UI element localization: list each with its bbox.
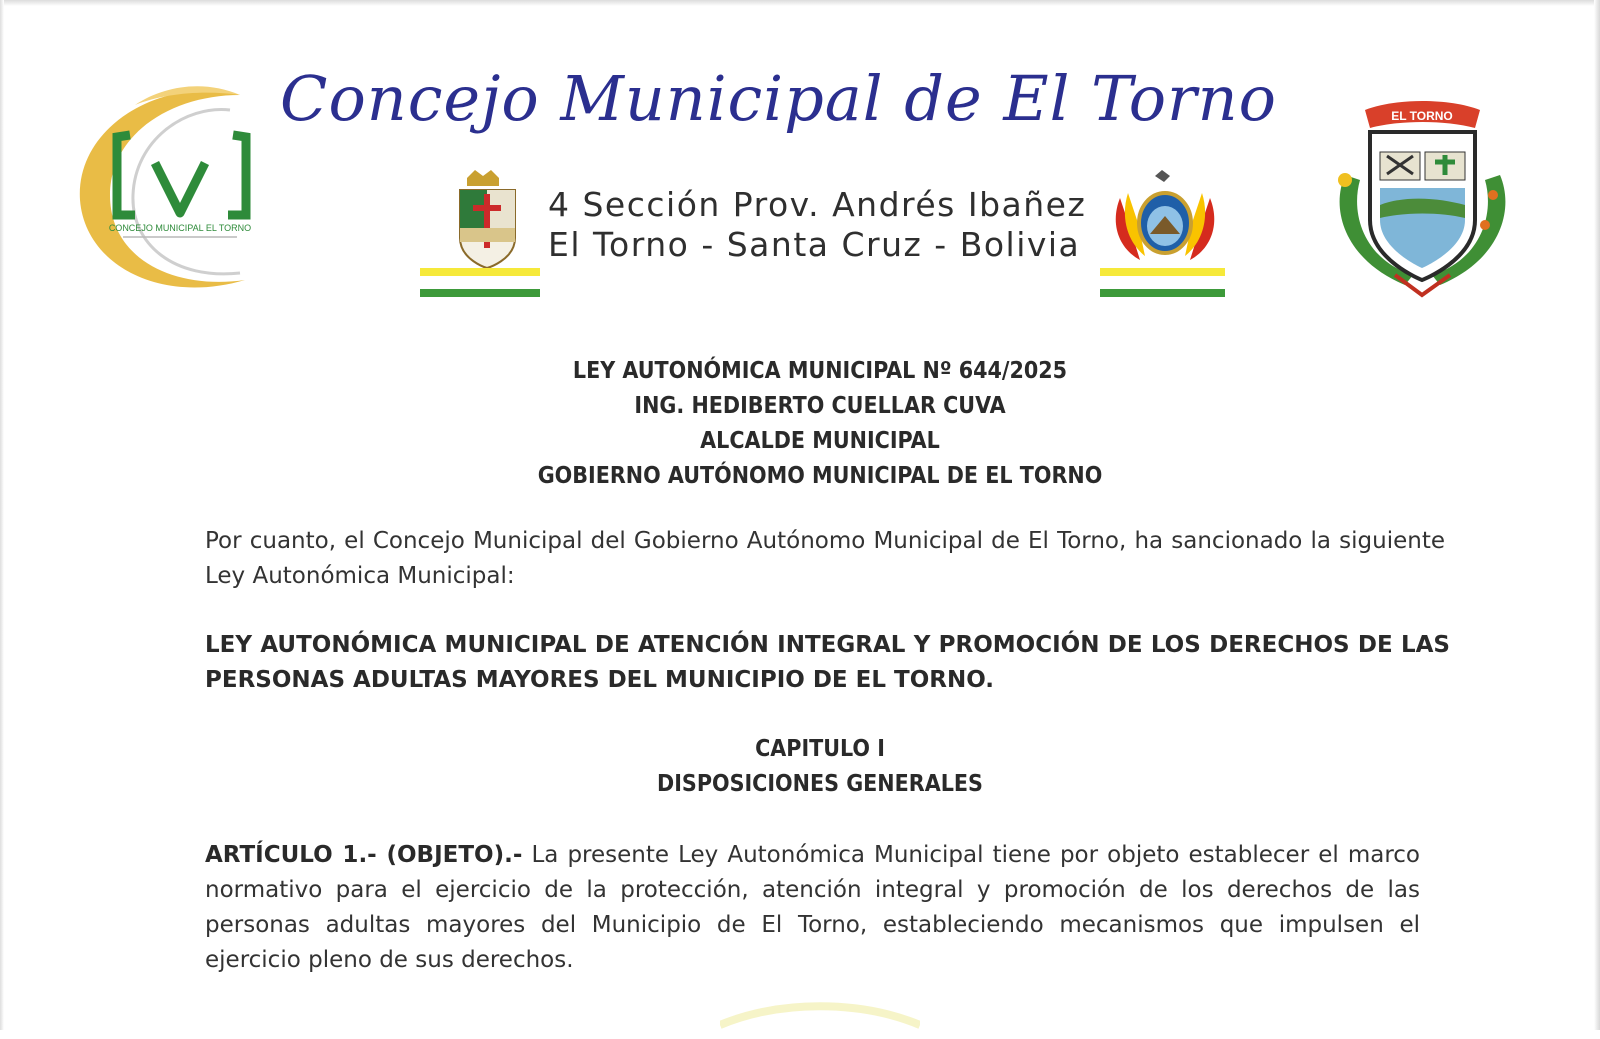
article-1-text: La presente Ley Autonómica Municipal tiene por objeto establecer el marco normativo para el ejercicio de la protección, atención integral y promoción de los derechos de las personas adultas mayores del Municipio de El Torno, estableciendo mecanismos que impulsen el ejercicio pleno de sus derechos. <box>205 842 1421 973</box>
scan-edge-right <box>1594 0 1600 1030</box>
el-torno-emblem <box>1325 100 1520 300</box>
mayor-name: ING. HEDIBERTO CUELLAR CUVA <box>634 393 1006 419</box>
scan-edge-left <box>0 0 4 1030</box>
chapter-header <box>0 732 1600 802</box>
emblem-banner-text: EL TORNO <box>1391 109 1453 123</box>
subtitle-line-1: 4 Sección Prov. Andrés Ibañez <box>548 185 1087 224</box>
council-title: Concejo Municipal de El Torno <box>280 62 1277 135</box>
government-name: GOBIERNO AUTÓNOMO MUNICIPAL DE EL TORNO <box>537 463 1103 489</box>
scan-edge-top <box>0 0 1600 6</box>
law-number: LEY AUTONÓMICA MUNICIPAL Nº 644/2025 <box>572 358 1068 384</box>
watermark-fragment <box>720 995 920 1035</box>
council-logo-text: CONCEJO MUNICIPAL EL TORNO <box>108 223 252 233</box>
council-subtitle <box>548 185 1088 265</box>
law-header <box>0 354 1600 494</box>
mayor-title: ALCALDE MUNICIPAL <box>700 428 940 454</box>
article-1 <box>205 838 1420 978</box>
municipal-crest-left <box>420 168 545 303</box>
law-title: LEY AUTONÓMICA MUNICIPAL DE ATENCIÓN INTEGRAL Y PROMOCIÓN DE LOS DERECHOS DE LAS PERSONAS ADULTAS MAYORES DEL MUNICIPIO DE EL TORNO. <box>205 632 1450 693</box>
subtitle-line-2: El Torno - Santa Cruz - Bolivia <box>548 225 1081 264</box>
chapter-name: DISPOSICIONES GENERALES <box>657 771 983 797</box>
intro-paragraph: Por cuanto, el Concejo Municipal del Gobierno Autónomo Municipal de El Torno, ha sancionado la siguiente Ley Autonómica Municipal: <box>205 528 1445 589</box>
article-1-label: ARTÍCULO 1.- (OBJETO).- <box>205 842 523 868</box>
council-logo <box>55 75 275 300</box>
bolivia-coat-of-arms <box>1100 168 1230 303</box>
chapter-number: CAPITULO I <box>755 736 885 762</box>
